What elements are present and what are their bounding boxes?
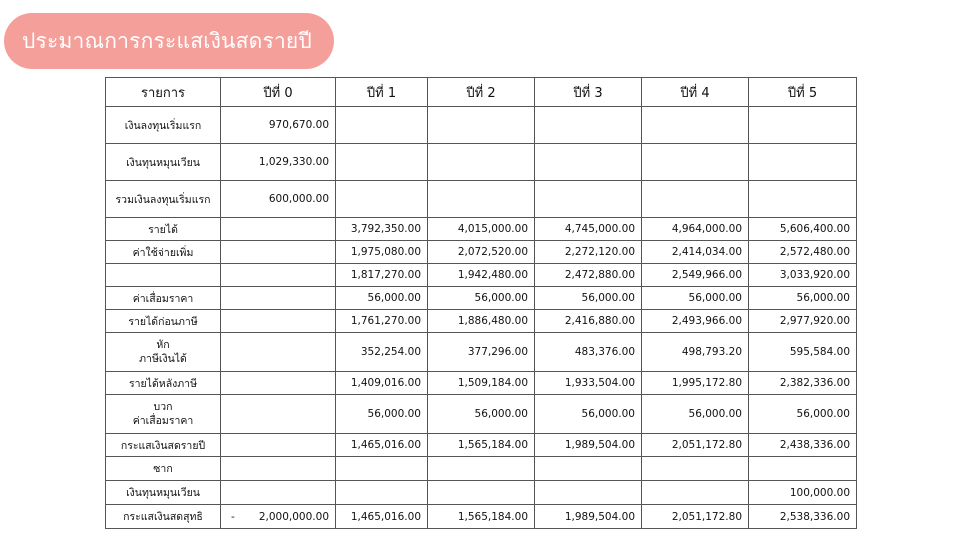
year5-cell: 100,000.00 [749,481,857,505]
year1-cell [336,181,428,218]
year3-cell: 1,933,504.00 [535,372,642,395]
row-label-text: ภาษีเงินได้ [139,353,187,365]
year1-cell: 1,761,270.00 [336,310,428,333]
year3-cell: 2,416,880.00 [535,310,642,333]
row-label [106,372,221,395]
row-label [106,264,221,287]
page-title [4,13,334,69]
year0-cell [221,505,336,529]
row-label [106,434,221,457]
year0-cell [221,144,336,181]
year1-cell: 1,975,080.00 [336,241,428,264]
table-row [106,505,857,529]
year0-value: 1,029,330.00 [258,156,329,168]
year5-cell [749,144,857,181]
row-label [106,481,221,505]
year4-cell: 4,964,000.00 [642,218,749,241]
table-row [106,264,857,287]
year2-cell: 377,296.00 [428,333,535,372]
year4-cell: 1,995,172.80 [642,372,749,395]
year0-value: 2,000,000.00 [258,510,329,523]
table-row [106,457,857,481]
year5-cell: 56,000.00 [749,287,857,310]
row-label [106,310,221,333]
year4-cell: 56,000.00 [642,287,749,310]
year4-cell: 2,051,172.80 [642,505,749,529]
row-label [106,241,221,264]
year5-cell: 2,977,920.00 [749,310,857,333]
year5-cell: 56,000.00 [749,395,857,434]
year5-cell: 2,382,336.00 [749,372,857,395]
negative-sign: - [231,510,235,523]
year2-cell: 1,509,184.00 [428,372,535,395]
table-row [106,107,857,144]
year4-cell [642,457,749,481]
row-label-text: ค่าเสื่อมราคา [132,415,194,427]
header-cell: ปีที่ 5 [749,78,857,107]
year3-cell: 56,000.00 [535,287,642,310]
row-label-text: เงินทุนหมุนเวียน [126,156,200,169]
row-label-text: เงินทุนหมุนเวียน [126,487,200,499]
header-cell: ปีที่ 2 [428,78,535,107]
year2-cell [428,457,535,481]
row-label-text: รายได้ก่อนภาษี [128,315,198,328]
year5-cell: 2,572,480.00 [749,241,857,264]
year2-cell: 2,072,520.00 [428,241,535,264]
year1-cell: 56,000.00 [336,395,428,434]
table-row [106,287,857,310]
year1-cell: 3,792,350.00 [336,218,428,241]
year0-cell [221,241,336,264]
page-title-text: ประมาณการกระแสเงินสดรายปี [22,28,312,53]
year3-cell: 4,745,000.00 [535,218,642,241]
year4-cell [642,144,749,181]
header-cell: ปีที่ 0 [221,78,336,107]
year3-cell: 56,000.00 [535,395,642,434]
year4-cell [642,481,749,505]
year0-cell [221,310,336,333]
row-label-text: เงินลงทุนเริ่มแรก [124,119,202,132]
year4-cell [642,107,749,144]
year1-cell: 1,409,016.00 [336,372,428,395]
year5-cell: 5,606,400.00 [749,218,857,241]
year3-cell [535,107,642,144]
year3-cell: 1,989,504.00 [535,434,642,457]
year1-cell [336,107,428,144]
row-label [106,218,221,241]
year5-cell: 2,438,336.00 [749,434,857,457]
year0-cell [221,181,336,218]
year3-cell: 483,376.00 [535,333,642,372]
year1-cell: 56,000.00 [336,287,428,310]
year5-cell: 2,538,336.00 [749,505,857,529]
year4-cell: 2,549,966.00 [642,264,749,287]
year3-cell: 2,272,120.00 [535,241,642,264]
year4-cell: 2,493,966.00 [642,310,749,333]
row-label [106,287,221,310]
year4-cell: 498,793.20 [642,333,749,372]
year1-cell: 1,817,270.00 [336,264,428,287]
row-label [106,505,221,529]
year1-cell: 352,254.00 [336,333,428,372]
year0-cell [221,287,336,310]
year2-cell: 1,942,480.00 [428,264,535,287]
row-label [106,333,221,372]
year4-cell: 56,000.00 [642,395,749,434]
year5-cell [749,457,857,481]
year1-cell: 1,465,016.00 [336,505,428,529]
year4-cell: 2,051,172.80 [642,434,749,457]
year2-cell: 1,565,184.00 [428,505,535,529]
year0-cell [221,434,336,457]
row-label-text: กระแสเงินสดรายปี [120,439,206,452]
header-cell: ปีที่ 4 [642,78,749,107]
row-label-text: กระแสเงินสดสุทธิ [123,511,203,523]
row-label-text: รายได้หลังภาษี [128,377,197,390]
year3-cell: 1,989,504.00 [535,505,642,529]
year2-cell: 1,886,480.00 [428,310,535,333]
row-label-text: ซาก [153,463,173,475]
row-label-text: หัก [156,339,170,351]
table-row [106,241,857,264]
year1-cell: 1,465,016.00 [336,434,428,457]
row-label-text: รวมเงินลงทุนเริ่มแรก [115,193,211,206]
year2-cell: 1,565,184.00 [428,434,535,457]
year1-cell [336,457,428,481]
year2-cell [428,144,535,181]
year2-cell: 4,015,000.00 [428,218,535,241]
year0-value: 600,000.00 [268,193,329,205]
row-label [106,395,221,434]
year3-cell [535,481,642,505]
year5-cell: 595,584.00 [749,333,857,372]
row-label-text: ค่าใช้จ่ายเพิ่ม [132,246,194,259]
year3-cell [535,144,642,181]
year0-cell [221,264,336,287]
year2-cell [428,481,535,505]
year2-cell [428,181,535,218]
year2-cell: 56,000.00 [428,395,535,434]
row-label [106,144,221,181]
table-row [106,481,857,505]
year5-cell: 3,033,920.00 [749,264,857,287]
header-cell: ปีที่ 3 [535,78,642,107]
year5-cell [749,181,857,218]
year1-cell [336,481,428,505]
table-row [106,434,857,457]
row-label-text: บวก [153,401,173,413]
year3-cell: 2,472,880.00 [535,264,642,287]
year0-cell [221,372,336,395]
cash-flow-table [105,77,857,529]
year2-cell: 56,000.00 [428,287,535,310]
year0-value: 970,670.00 [268,119,329,131]
row-label [106,107,221,144]
header-cell: ปีที่ 1 [336,78,428,107]
year5-cell [749,107,857,144]
year1-cell [336,144,428,181]
table-row [106,333,857,372]
row-label-text: ค่าเสื่อมราคา [132,292,194,305]
table-header-row [106,78,857,107]
table-row [106,372,857,395]
year0-cell [221,457,336,481]
row-label [106,457,221,481]
year0-cell [221,395,336,434]
table-row [106,181,857,218]
year0-cell [221,333,336,372]
year0-cell [221,218,336,241]
year3-cell [535,457,642,481]
table-row [106,144,857,181]
year4-cell: 2,414,034.00 [642,241,749,264]
table-row [106,395,857,434]
year4-cell [642,181,749,218]
table-row [106,310,857,333]
year0-cell [221,481,336,505]
table-row [106,218,857,241]
header-cell: รายการ [106,78,221,107]
year0-cell [221,107,336,144]
year2-cell [428,107,535,144]
row-label [106,181,221,218]
row-label-text: รายได้ [148,223,178,236]
year3-cell [535,181,642,218]
